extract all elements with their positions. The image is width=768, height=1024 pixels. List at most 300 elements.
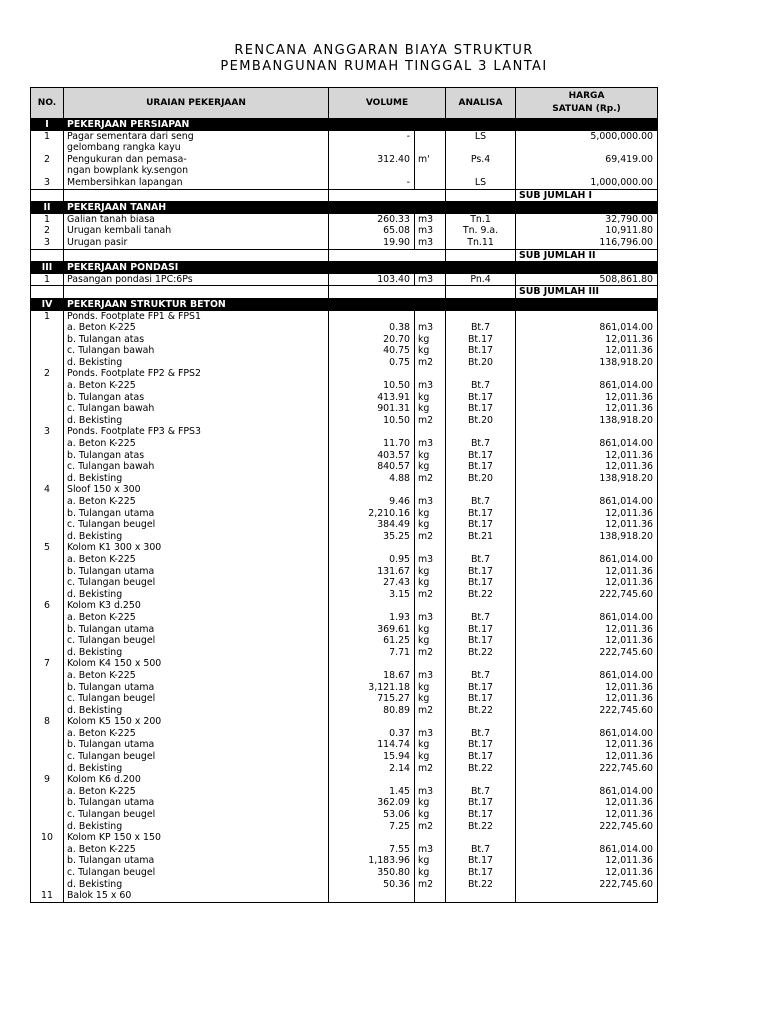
item-description: Kolom K1 300 x 300 [64,542,329,554]
item-unit: kg [415,519,446,531]
item-unit: m3 [415,225,446,237]
item-analysis-code [446,142,516,154]
item-unit-price: 12,011.36 [516,334,658,346]
item-volume: 413.91 [329,392,415,404]
header-harga-line2: SATUAN (Rp.) [552,104,621,114]
section-title: PEKERJAAN PERSIAPAN [64,119,329,131]
item-volume: 9.46 [329,496,415,508]
section-header-row [31,262,658,274]
header-uraian: URAIAN PEKERJAAN [64,88,329,119]
item-volume: 312.40 [329,154,415,166]
item-number: 11 [31,890,64,902]
item-unit-price: 1,000,000.00 [516,177,658,189]
item-volume: 19.90 [329,237,415,249]
table-row [31,693,658,705]
table-row [31,438,658,450]
table-row [31,496,658,508]
rab-table [30,87,658,903]
item-number: 8 [31,716,64,728]
item-description: c. Tulangan beugel [64,519,329,531]
item-description: c. Tulangan beugel [64,867,329,879]
cell-empty [329,262,658,274]
subtotal-label: SUB JUMLAH III [516,286,658,299]
item-number [31,844,64,856]
table-row [31,380,658,392]
item-number [31,797,64,809]
table-row [31,165,658,177]
item-unit-price [516,484,658,496]
item-number [31,357,64,369]
cell-empty [329,189,446,202]
item-description: Kolom K4 150 x 500 [64,658,329,670]
item-unit-price [516,774,658,786]
item-analysis-code: Ps.4 [446,154,516,166]
item-volume: 40.75 [329,345,415,357]
header-no: NO. [31,88,64,119]
item-unit-price: 861,014.00 [516,322,658,334]
item-description: Urugan kembali tanah [64,225,329,237]
item-unit: kg [415,508,446,520]
item-volume [329,890,415,902]
item-number [31,415,64,427]
item-unit-price [516,716,658,728]
item-description: Galian tanah biasa [64,214,329,226]
section-header-row [31,119,658,131]
item-unit-price: 222,745.60 [516,879,658,891]
item-number [31,531,64,543]
item-number [31,624,64,636]
item-volume: 18.67 [329,670,415,682]
table-row [31,635,658,647]
table-row [31,368,658,380]
item-unit: kg [415,635,446,647]
table-row [31,426,658,438]
item-analysis-code: Bt.7 [446,612,516,624]
item-unit-price: 12,011.36 [516,809,658,821]
item-unit [415,484,446,496]
item-volume [329,426,415,438]
item-unit: kg [415,461,446,473]
item-description: d. Bekisting [64,531,329,543]
table-row [31,484,658,496]
item-unit: m2 [415,415,446,427]
item-description: Membersihkan lapangan [64,177,329,189]
item-unit: m2 [415,879,446,891]
item-volume: 7.71 [329,647,415,659]
item-analysis-code: LS [446,177,516,189]
table-row [31,415,658,427]
table-row [31,821,658,833]
item-volume: 403.57 [329,450,415,462]
item-description: c. Tulangan bawah [64,345,329,357]
item-number [31,519,64,531]
item-analysis-code: Bt.21 [446,531,516,543]
item-analysis-code: Bt.7 [446,786,516,798]
item-description: d. Bekisting [64,357,329,369]
table-body [31,119,658,903]
item-volume: 369.61 [329,624,415,636]
item-description: Sloof 150 x 300 [64,484,329,496]
item-unit-price: 861,014.00 [516,554,658,566]
item-analysis-code: Bt.7 [446,554,516,566]
item-volume [329,368,415,380]
item-analysis-code: Bt.7 [446,322,516,334]
item-number [31,473,64,485]
item-unit: m3 [415,786,446,798]
item-analysis-code [446,484,516,496]
item-number: 2 [31,154,64,166]
item-unit-price: 116,796.00 [516,237,658,249]
item-volume: 901.31 [329,403,415,415]
table-row [31,214,658,226]
item-unit: kg [415,809,446,821]
cell-empty [64,189,329,202]
item-unit-price: 12,011.36 [516,693,658,705]
item-number: 6 [31,600,64,612]
item-volume: 27.43 [329,577,415,589]
header-harga-line1: HARGA [568,91,605,101]
table-row [31,577,658,589]
item-number: 5 [31,542,64,554]
cell-empty [329,119,658,131]
item-description: b. Tulangan utama [64,682,329,694]
item-description: a. Beton K-225 [64,844,329,856]
item-analysis-code: Bt.17 [446,739,516,751]
item-unit-price [516,600,658,612]
section-title: PEKERJAAN PONDASI [64,262,329,274]
item-description: c. Tulangan bawah [64,403,329,415]
item-unit: m3 [415,844,446,856]
item-volume: 384.49 [329,519,415,531]
cell-empty [446,249,516,262]
item-unit-price [516,890,658,902]
item-number: 3 [31,426,64,438]
item-analysis-code: Bt.17 [446,403,516,415]
item-description: d. Bekisting [64,821,329,833]
item-volume: 260.33 [329,214,415,226]
item-description: d. Bekisting [64,415,329,427]
item-number [31,821,64,833]
item-number: 2 [31,368,64,380]
item-analysis-code: Tn.1 [446,214,516,226]
item-unit-price [516,658,658,670]
item-volume [329,484,415,496]
item-volume: - [329,131,415,143]
table-row [31,311,658,323]
item-volume [329,165,415,177]
item-number: 3 [31,177,64,189]
item-analysis-code: Pn.4 [446,274,516,286]
item-description: gelombang rangka kayu [64,142,329,154]
item-unit: kg [415,797,446,809]
section-title: PEKERJAAN TANAH [64,202,329,214]
table-row [31,473,658,485]
item-unit: m3 [415,237,446,249]
item-volume: 1.93 [329,612,415,624]
item-unit [415,131,446,143]
item-unit-price: 861,014.00 [516,612,658,624]
item-volume: 0.38 [329,322,415,334]
item-unit-price: 12,011.36 [516,682,658,694]
item-analysis-code: Bt.20 [446,415,516,427]
table-row [31,797,658,809]
item-unit-price [516,311,658,323]
item-analysis-code [446,600,516,612]
item-unit-price: 12,011.36 [516,739,658,751]
item-analysis-code [446,426,516,438]
item-volume [329,142,415,154]
item-unit-price: 861,014.00 [516,380,658,392]
item-unit-price: 222,745.60 [516,705,658,717]
item-unit-price [516,832,658,844]
item-number: 3 [31,237,64,249]
item-description: a. Beton K-225 [64,554,329,566]
item-analysis-code: Bt.17 [446,345,516,357]
item-analysis-code: Bt.7 [446,380,516,392]
table-row [31,647,658,659]
item-description: Ponds. Footplate FP2 & FPS2 [64,368,329,380]
table-row [31,739,658,751]
item-volume: 103.40 [329,274,415,286]
item-unit: m3 [415,322,446,334]
item-unit-price: 508,861.80 [516,274,658,286]
item-analysis-code: Bt.17 [446,809,516,821]
item-description: d. Bekisting [64,763,329,775]
item-volume: 53.06 [329,809,415,821]
item-unit: m3 [415,214,446,226]
item-analysis-code: LS [446,131,516,143]
section-number: IV [31,298,64,310]
item-volume: 4.88 [329,473,415,485]
subtotal-row [31,286,658,299]
item-unit-price: 861,014.00 [516,844,658,856]
item-number [31,577,64,589]
item-analysis-code: Bt.7 [446,844,516,856]
item-unit [415,165,446,177]
item-unit-price [516,426,658,438]
table-row [31,531,658,543]
item-analysis-code: Bt.17 [446,508,516,520]
item-number [31,450,64,462]
item-unit: kg [415,624,446,636]
subtotal-label: SUB JUMLAH I [516,189,658,202]
table-row [31,624,658,636]
item-unit-price [516,368,658,380]
item-analysis-code: Bt.20 [446,473,516,485]
section-header-row [31,298,658,310]
item-description: c. Tulangan beugel [64,809,329,821]
table-row [31,345,658,357]
section-number: I [31,119,64,131]
header-analisa: ANALISA [446,88,516,119]
item-analysis-code: Bt.17 [446,682,516,694]
item-number: 2 [31,225,64,237]
item-number [31,508,64,520]
item-number: 7 [31,658,64,670]
item-number [31,670,64,682]
item-unit [415,832,446,844]
table-row [31,751,658,763]
table-row [31,403,658,415]
item-analysis-code: Bt.22 [446,879,516,891]
item-unit: kg [415,345,446,357]
header-harga [516,88,658,119]
item-analysis-code: Bt.7 [446,670,516,682]
item-unit: m2 [415,357,446,369]
item-volume [329,774,415,786]
table-row [31,519,658,531]
cell-empty [329,286,446,299]
item-unit-price: 10,911.80 [516,225,658,237]
item-volume: 35.25 [329,531,415,543]
table-row [31,844,658,856]
item-analysis-code: Bt.17 [446,334,516,346]
item-analysis-code [446,542,516,554]
item-description: Pagar sementara dari seng [64,131,329,143]
item-volume: 1.45 [329,786,415,798]
item-analysis-code [446,716,516,728]
item-volume: 715.27 [329,693,415,705]
item-unit: m2 [415,821,446,833]
item-description: a. Beton K-225 [64,612,329,624]
item-number [31,763,64,775]
item-description: b. Tulangan atas [64,450,329,462]
section-number: III [31,262,64,274]
item-description: b. Tulangan utama [64,624,329,636]
item-analysis-code: Bt.17 [446,566,516,578]
item-volume: 10.50 [329,415,415,427]
item-analysis-code: Bt.17 [446,519,516,531]
item-unit: kg [415,751,446,763]
header-volume: VOLUME [329,88,446,119]
item-analysis-code [446,774,516,786]
cell-empty [329,298,658,310]
item-volume: 15.94 [329,751,415,763]
item-description: a. Beton K-225 [64,380,329,392]
item-unit-price: 12,011.36 [516,566,658,578]
item-unit-price: 12,011.36 [516,577,658,589]
item-unit: m2 [415,705,446,717]
table-row [31,786,658,798]
item-volume: 0.37 [329,728,415,740]
table-row [31,705,658,717]
item-volume: - [329,177,415,189]
item-analysis-code: Bt.17 [446,635,516,647]
table-row [31,154,658,166]
item-analysis-code: Bt.22 [446,647,516,659]
item-description: Kolom K3 d.250 [64,600,329,612]
item-unit-price: 12,011.36 [516,867,658,879]
item-unit: kg [415,855,446,867]
table-row [31,542,658,554]
item-number [31,809,64,821]
section-number: II [31,202,64,214]
table-row [31,855,658,867]
item-volume: 20.70 [329,334,415,346]
item-volume: 11.70 [329,438,415,450]
item-number [31,334,64,346]
item-unit-price: 69,419.00 [516,154,658,166]
item-volume: 65.08 [329,225,415,237]
item-volume [329,658,415,670]
item-unit: m3 [415,728,446,740]
item-description: d. Bekisting [64,473,329,485]
item-unit: kg [415,577,446,589]
item-description: c. Tulangan beugel [64,635,329,647]
item-number [31,461,64,473]
item-unit-price: 12,011.36 [516,751,658,763]
item-number [31,322,64,334]
item-volume: 362.09 [329,797,415,809]
item-analysis-code: Bt.20 [446,357,516,369]
item-description: Ponds. Footplate FP3 & FPS3 [64,426,329,438]
item-description: a. Beton K-225 [64,728,329,740]
table-row [31,612,658,624]
item-volume [329,716,415,728]
item-unit-price: 138,918.20 [516,531,658,543]
item-unit-price: 861,014.00 [516,670,658,682]
item-description: d. Bekisting [64,879,329,891]
item-analysis-code: Bt.7 [446,438,516,450]
item-unit-price: 12,011.36 [516,461,658,473]
item-unit-price [516,142,658,154]
item-unit-price: 12,011.36 [516,345,658,357]
item-unit-price: 222,745.60 [516,821,658,833]
table-row [31,716,658,728]
item-unit-price: 12,011.36 [516,450,658,462]
item-unit-price: 222,745.60 [516,589,658,601]
item-unit-price: 12,011.36 [516,624,658,636]
item-volume [329,600,415,612]
item-number [31,496,64,508]
table-row [31,177,658,189]
item-volume: 50.36 [329,879,415,891]
table-row [31,658,658,670]
item-volume: 2,210.16 [329,508,415,520]
item-unit [415,542,446,554]
subtotal-label: SUB JUMLAH II [516,249,658,262]
table-row [31,670,658,682]
item-unit [415,774,446,786]
item-unit: m2 [415,647,446,659]
item-volume: 840.57 [329,461,415,473]
item-number [31,728,64,740]
table-row [31,832,658,844]
item-unit: kg [415,334,446,346]
item-volume [329,311,415,323]
item-number [31,693,64,705]
item-analysis-code [446,368,516,380]
item-number: 1 [31,311,64,323]
item-volume: 61.25 [329,635,415,647]
item-analysis-code: Bt.7 [446,496,516,508]
table-row [31,774,658,786]
item-number [31,682,64,694]
item-description: d. Bekisting [64,705,329,717]
item-analysis-code: Bt.17 [446,450,516,462]
item-analysis-code [446,832,516,844]
table-row [31,131,658,143]
item-unit-price [516,165,658,177]
item-unit [415,142,446,154]
item-unit: m' [415,154,446,166]
item-unit-price: 861,014.00 [516,786,658,798]
item-unit: m2 [415,763,446,775]
item-volume: 10.50 [329,380,415,392]
item-unit: m3 [415,274,446,286]
item-volume: 2.14 [329,763,415,775]
item-unit: kg [415,403,446,415]
